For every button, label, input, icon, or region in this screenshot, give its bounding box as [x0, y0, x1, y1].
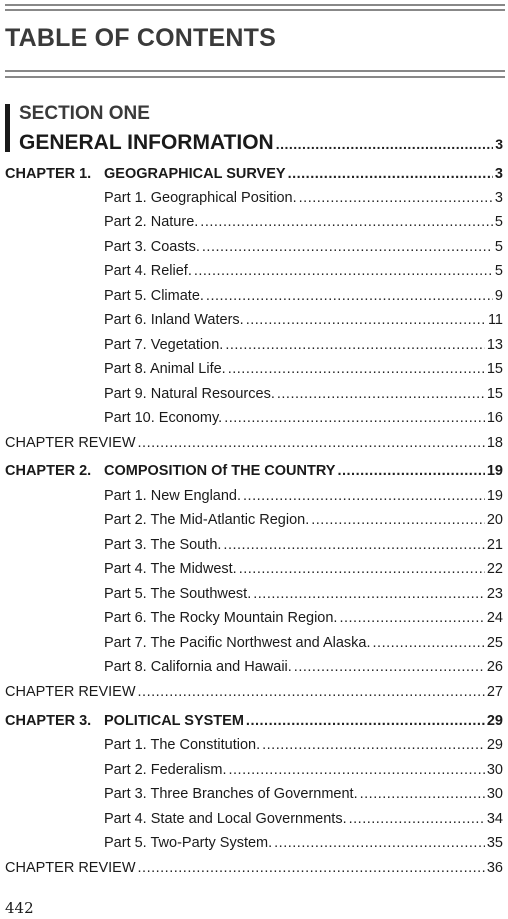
top-rule [5, 4, 505, 6]
dot-leader [224, 410, 485, 426]
toc-entry-part[interactable] [104, 737, 503, 753]
toc-entry-chapter-2[interactable] [5, 463, 503, 479]
dot-leader [229, 762, 485, 778]
part-page: 23 [486, 586, 503, 602]
part-label: Part 2. Nature. [104, 214, 199, 230]
chapter-page: 3 [494, 166, 503, 182]
part-page: 3 [494, 190, 503, 206]
review-page: 27 [486, 684, 503, 700]
toc-entry-part[interactable] [104, 762, 503, 778]
dot-leader [373, 635, 485, 651]
part-page: 25 [486, 635, 503, 651]
dot-leader [243, 488, 485, 504]
part-label: Part 6. The Rocky Mountain Region. [104, 610, 338, 626]
toc-entry-section[interactable] [19, 131, 503, 155]
part-label: Part 7. Vegetation. [104, 337, 224, 353]
part-label: Part 1. New England. [104, 488, 242, 504]
chapter-number: CHAPTER 1. [5, 166, 92, 182]
part-label: Part 5. Two-Party System. [104, 835, 273, 851]
section-page: 3 [495, 136, 503, 152]
part-page: 15 [486, 361, 503, 377]
part-page: 34 [486, 811, 503, 827]
part-label: Part 1. Geographical Position. [104, 190, 297, 206]
toc-entry-part[interactable] [104, 263, 503, 279]
dot-leader [339, 610, 484, 626]
part-page: 5 [494, 263, 503, 279]
title-rule-secondary [5, 76, 505, 78]
toc-entry-part[interactable] [104, 586, 503, 602]
dot-leader [294, 659, 485, 675]
toc-entry-part[interactable] [104, 410, 503, 426]
toc-entry-part[interactable] [104, 361, 503, 377]
page-title: TABLE OF CONTENTS [5, 24, 276, 52]
toc-entry-part[interactable] [104, 610, 503, 626]
part-label: Part 5. The Southwest. [104, 586, 252, 602]
part-label: Part 4. State and Local Governments. [104, 811, 347, 827]
part-page: 20 [486, 512, 503, 528]
review-page: 36 [486, 860, 503, 876]
part-page: 11 [487, 312, 503, 328]
dot-leader [228, 361, 485, 377]
part-label: Part 2. The Mid-Atlantic Region. [104, 512, 310, 528]
dot-leader [246, 312, 486, 328]
chapter-page: 29 [486, 713, 503, 729]
dot-leader [262, 737, 485, 753]
toc-entry-chapter-1[interactable] [5, 166, 503, 182]
toc-entry-part[interactable] [104, 488, 503, 504]
toc-entry-part[interactable] [104, 561, 503, 577]
toc-entry-chapter-review[interactable] [5, 684, 503, 700]
toc-entry-part[interactable] [104, 190, 503, 206]
part-page: 24 [486, 610, 503, 626]
dot-leader [337, 463, 484, 479]
chapter-title: GEOGRAPHICAL SURVEY [104, 166, 286, 182]
part-page: 9 [494, 288, 503, 304]
top-rule-secondary [5, 9, 505, 11]
section-label: SECTION ONE [19, 103, 150, 124]
dot-leader [276, 136, 493, 152]
review-page: 18 [486, 435, 503, 451]
dot-leader [311, 512, 485, 528]
dot-leader [206, 288, 493, 304]
toc-entry-part[interactable] [104, 337, 503, 353]
toc-entry-part[interactable] [104, 635, 503, 651]
toc-entry-chapter-3[interactable] [5, 713, 503, 729]
dot-leader [246, 713, 485, 729]
page-number: 442 [5, 899, 34, 917]
chapter-title: COMPOSITION Of THE COUNTRY [104, 463, 336, 479]
part-label: Part 3. The South. [104, 537, 222, 553]
part-page: 19 [486, 488, 503, 504]
part-label: Part 2. Federalism. [104, 762, 227, 778]
dot-leader [200, 214, 493, 230]
part-page: 26 [486, 659, 503, 675]
part-label: Part 3. Coasts. [104, 239, 200, 255]
part-label: Part 4. The Midwest. [104, 561, 237, 577]
toc-entry-chapter-review[interactable] [5, 435, 503, 451]
part-page: 15 [486, 386, 503, 402]
chapter-number: CHAPTER 2. [5, 463, 92, 479]
toc-entry-part[interactable] [104, 786, 503, 802]
part-label: Part 3. Three Branches of Government. [104, 786, 358, 802]
dot-leader [253, 586, 485, 602]
part-label: Part 4. Relief. [104, 263, 192, 279]
toc-entry-part[interactable] [104, 214, 503, 230]
part-page: 35 [486, 835, 503, 851]
toc-entry-part[interactable] [104, 659, 503, 675]
part-label: Part 8. California and Hawaii. [104, 659, 292, 675]
part-label: Part 5. Climate. [104, 288, 204, 304]
section-marker-bar [5, 104, 10, 152]
dot-leader [225, 337, 485, 353]
dot-leader [277, 386, 485, 402]
part-label: Part 6. Inland Waters. [104, 312, 244, 328]
section-name: GENERAL INFORMATION [19, 131, 274, 154]
toc-entry-part[interactable] [104, 537, 503, 553]
toc-entry-part[interactable] [104, 386, 503, 402]
toc-entry-part[interactable] [104, 835, 503, 851]
dot-leader [138, 860, 485, 876]
toc-entry-chapter-review[interactable] [5, 860, 503, 876]
dot-leader [223, 537, 484, 553]
chapter-number: CHAPTER 3. [5, 713, 92, 729]
dot-leader [274, 835, 485, 851]
dot-leader [239, 561, 485, 577]
part-page: 30 [486, 762, 503, 778]
part-label: Part 10. Economy. [104, 410, 223, 426]
part-page: 21 [486, 537, 503, 553]
part-label: Part 9. Natural Resources. [104, 386, 275, 402]
dot-leader [299, 190, 493, 206]
dot-leader [349, 811, 485, 827]
dot-leader [288, 166, 493, 182]
dot-leader [138, 684, 485, 700]
toc-entry-part[interactable] [104, 811, 503, 827]
part-page: 22 [486, 561, 503, 577]
part-label: Part 8. Animal Life. [104, 361, 226, 377]
review-label: CHAPTER REVIEW [5, 860, 136, 876]
toc-entry-part[interactable] [104, 288, 503, 304]
chapter-title: POLITICAL SYSTEM [104, 713, 244, 729]
dot-leader [138, 435, 485, 451]
chapter-page: 19 [486, 463, 503, 479]
part-label: Part 7. The Pacific Northwest and Alaska. [104, 635, 371, 651]
toc-entry-part[interactable] [104, 239, 503, 255]
part-page: 5 [494, 214, 503, 230]
part-page: 16 [486, 410, 503, 426]
dot-leader [202, 239, 493, 255]
title-rule [5, 70, 505, 72]
toc-entry-part[interactable] [104, 512, 503, 528]
part-page: 13 [486, 337, 503, 353]
part-page: 5 [494, 239, 503, 255]
part-label: Part 1. The Constitution. [104, 737, 261, 753]
dot-leader [360, 786, 485, 802]
part-page: 29 [486, 737, 503, 753]
review-label: CHAPTER REVIEW [5, 435, 136, 451]
review-label: CHAPTER REVIEW [5, 684, 136, 700]
part-page: 30 [486, 786, 503, 802]
dot-leader [194, 263, 493, 279]
toc-entry-part[interactable] [104, 312, 503, 328]
